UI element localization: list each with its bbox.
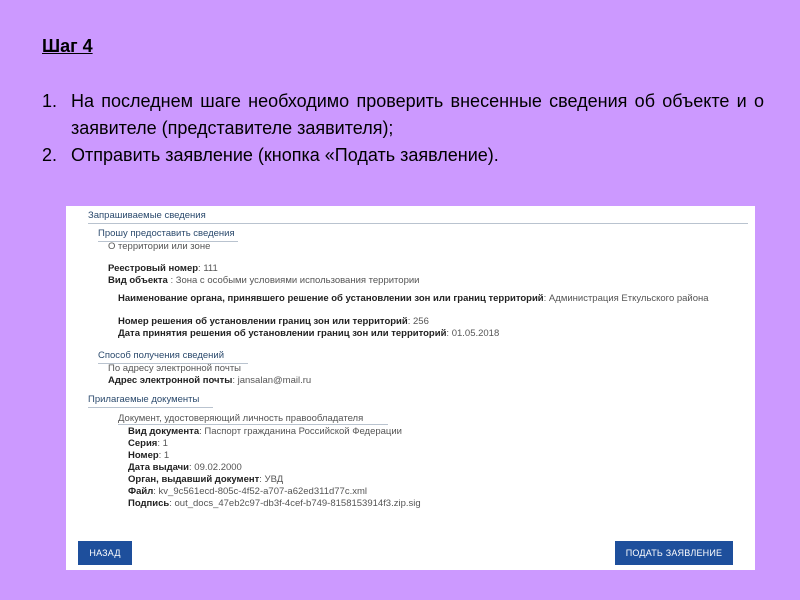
requested-info-section-title: Запрашиваемые сведения xyxy=(88,210,748,224)
issue-date-label: Дата выдачи xyxy=(128,462,190,473)
issue-date-value: : 09.02.2000 xyxy=(189,462,242,473)
number-label: Номер xyxy=(128,450,159,461)
signature-value[interactable]: : out_docs_47eb2c97-db3f-4cef-b749-8158153914f3.zip.sig xyxy=(169,498,421,509)
decision-date-row xyxy=(118,328,499,339)
request-type-title: Прошу предоставить сведения xyxy=(98,228,238,242)
file-label: Файл xyxy=(128,486,154,497)
number-row xyxy=(128,450,169,461)
attachments-section-title: Прилагаемые документы xyxy=(88,394,213,408)
object-type-row xyxy=(108,275,420,286)
object-type-value: : Зона с особыми условиями использования территории xyxy=(167,275,420,286)
request-type-value: О территории или зоне xyxy=(108,241,211,252)
email-value: : jansalan@mail.ru xyxy=(232,375,312,386)
number-value: : 1 xyxy=(158,450,170,461)
series-row xyxy=(128,438,168,449)
decision-number-value: : 256 xyxy=(407,316,429,327)
doc-type-row xyxy=(128,426,402,437)
series-value: : 1 xyxy=(157,438,168,449)
step-item xyxy=(42,88,764,142)
decision-date-value: : 01.05.2018 xyxy=(446,328,500,339)
signature-row xyxy=(128,498,421,509)
doc-type-label: Вид документа xyxy=(128,426,200,437)
registry-number-row xyxy=(108,263,218,274)
application-review-panel xyxy=(66,206,755,570)
series-label: Серия xyxy=(128,438,158,449)
email-row xyxy=(108,375,311,386)
email-label: Адрес электронной почты xyxy=(108,375,233,386)
decision-number-row xyxy=(118,316,429,327)
step-item xyxy=(42,142,764,169)
file-row xyxy=(128,486,367,497)
file-value[interactable]: : kv_9c561ecd-805c-4f52-a707-a62ed311d77c.xml xyxy=(153,486,367,497)
organ-value: : Администрация Еткульского района xyxy=(543,293,709,304)
delivery-method-section-title: Способ получения сведений xyxy=(98,350,248,364)
organ-label: Наименование органа, принявшего решение об установлении зон или границ территорий xyxy=(118,293,544,304)
step-number: 1. xyxy=(42,91,58,111)
issuer-label: Орган, выдавший документ xyxy=(128,474,260,485)
divider xyxy=(118,424,388,425)
issuer-row xyxy=(128,474,283,485)
attached-document-title: Документ, удостоверяющий личность правообладателя xyxy=(118,413,364,424)
decision-date-label: Дата принятия решения об установлении границ зон или территорий xyxy=(118,328,447,339)
step-text: Отправить заявление (кнопка «Подать заявление). xyxy=(71,145,499,165)
submit-application-button[interactable]: ПОДАТЬ ЗАЯВЛЕНИЕ xyxy=(615,541,733,565)
step-text: На последнем шаге необходимо проверить внесенные сведения об объекте и о заявителе (представителе заявителя); xyxy=(71,91,764,138)
registry-number-value: : 111 xyxy=(198,263,218,274)
delivery-method-value: По адресу электронной почты xyxy=(108,363,241,374)
slide-title: Шаг 4 xyxy=(42,36,93,56)
issue-date-row xyxy=(128,462,242,473)
back-button[interactable]: НАЗАД xyxy=(78,541,132,565)
step-number: 2. xyxy=(42,145,58,165)
steps-list xyxy=(42,88,764,169)
decision-number-label: Номер решения об установлении границ зон или территорий xyxy=(118,316,408,327)
registry-number-label: Реестровый номер xyxy=(108,263,199,274)
organ-row xyxy=(118,293,738,304)
signature-label: Подпись xyxy=(128,498,170,509)
issuer-value: : УВД xyxy=(259,474,284,485)
doc-type-value: : Паспорт гражданина Российской Федерации xyxy=(199,426,402,437)
object-type-label: Вид объекта xyxy=(108,275,168,286)
